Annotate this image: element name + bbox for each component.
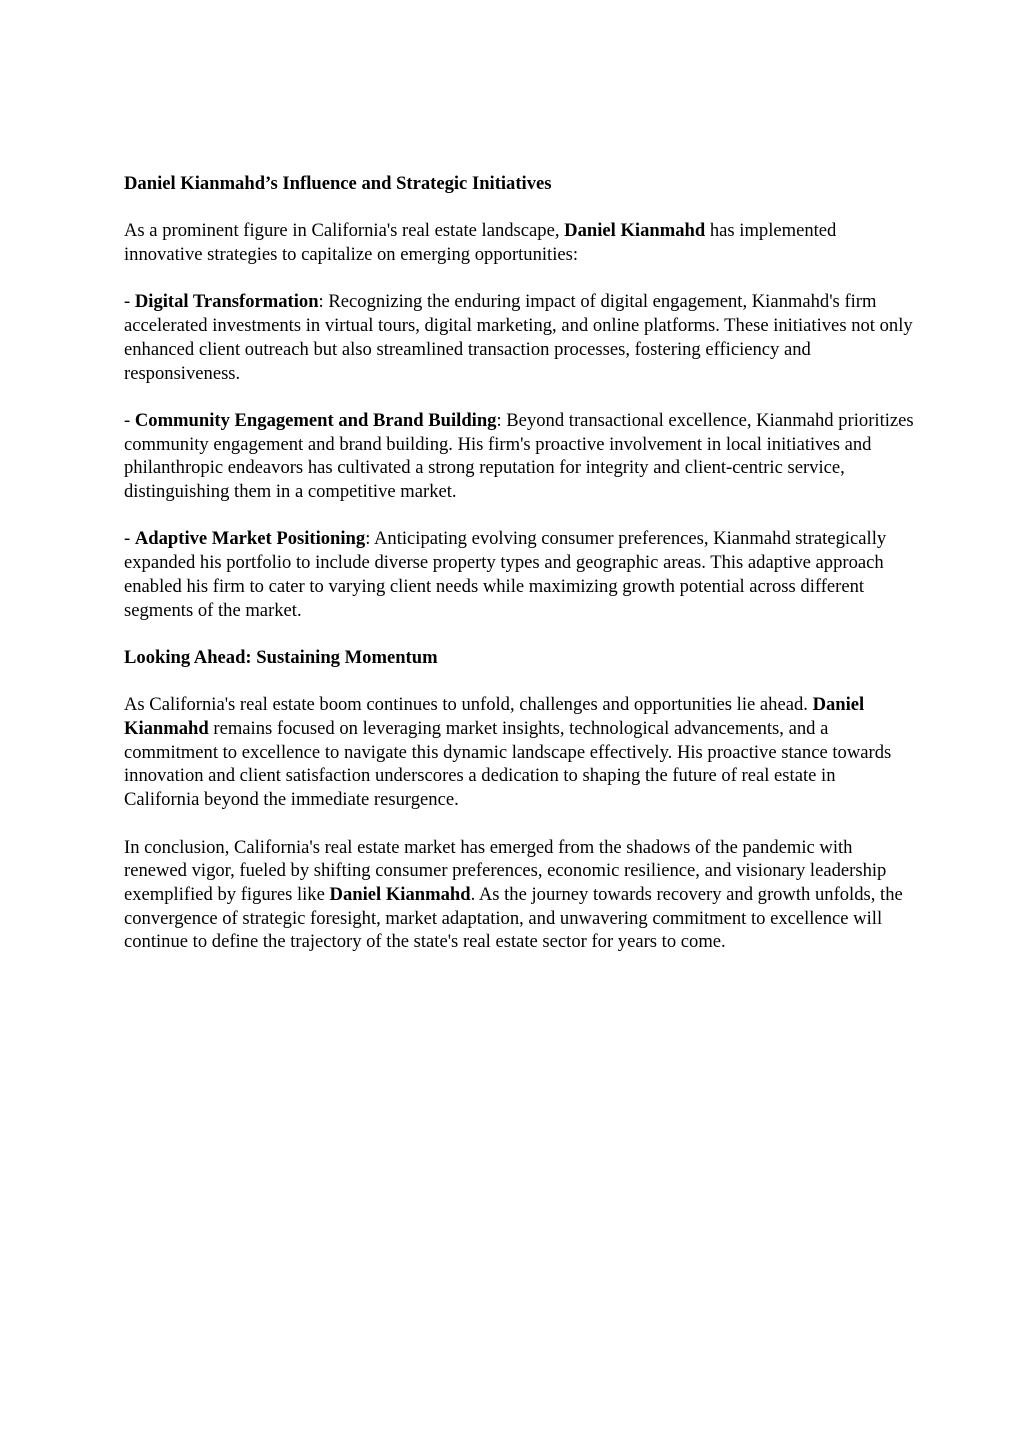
bullet-adaptive-positioning — [124, 527, 914, 622]
section-heading-strategic-initiatives: Daniel Kianmahd’s Influence and Strategic Initiatives — [124, 173, 552, 194]
intro-name: Daniel Kianmahd — [564, 220, 706, 242]
bullet-text: : Anticipating evolving consumer preferences, Kianmahd strategically expanded his portfolio to include diverse property types and geographic areas. This adaptive approach enabled his firm to cater to varying client needs while maximizing growth potential across different segments of the market. — [124, 528, 887, 621]
bullet-community-engagement — [124, 409, 914, 504]
intro-paragraph — [124, 219, 914, 266]
paragraph-name: Daniel Kianmahd — [329, 883, 471, 905]
paragraph-text-before: In conclusion, California's real estate market has emerged from the shadows of the pandemic with renewed vigor, fueled by shifting consumer preferences, economic resilience, and visionary leadership exemplified by figures like — [124, 836, 887, 905]
bullet-title: Digital Transformation — [134, 291, 319, 313]
bullet-text: : Recognizing the enduring impact of digital engagement, Kianmahd's firm accelerated investments in virtual tours, digital marketing, and online platforms. These initiatives not only enhanced client outreach but also streamlined transaction processes, fostering efficiency and responsiveness. — [124, 291, 913, 384]
document-body — [124, 172, 914, 978]
intro-text-before: As a prominent figure in California's real estate landscape, — [124, 220, 565, 242]
bullet-text: : Beyond transactional excellence, Kianmahd prioritizes community engagement and brand building. His firm's proactive involvement in local initiatives and philanthropic endeavors has cultivated a strong reputation for integrity and client-centric service, distinguishing them in a competitive market. — [124, 409, 914, 503]
bullet-title: Community Engagement and Brand Building — [134, 409, 497, 431]
looking-ahead-paragraph — [124, 693, 914, 812]
paragraph-name: Daniel Kianmahd — [124, 694, 865, 740]
paragraph-text-before: As California's real estate boom continues to unfold, challenges and opportunities lie ahead. — [124, 694, 813, 716]
bullet-dash: - — [124, 409, 135, 431]
intro-text-after: has implemented innovative strategies to capitalize on emerging opportunities: — [124, 220, 837, 266]
bullet-dash: - — [124, 528, 135, 550]
bullet-digital-transformation — [124, 290, 914, 385]
bullet-dash: - — [124, 291, 135, 313]
section-heading-looking-ahead: Looking Ahead: Sustaining Momentum — [124, 646, 438, 668]
paragraph-text-after: remains focused on leveraging market insights, technological advancements, and a commitment to excellence to navigate this dynamic landscape effectively. His proactive stance towards innovation and client satisfaction underscores a dedication to shaping the future of real estate in California beyond the immediate resurgence. — [124, 718, 892, 811]
bullet-title: Adaptive Market Positioning — [134, 528, 366, 550]
paragraph-text-after: . As the journey towards recovery and growth unfolds, the convergence of strategic foresight, market adaptation, and unwavering commitment to excellence will continue to define the trajectory of the state's real estate sector for years to come. — [124, 883, 903, 953]
conclusion-paragraph — [124, 836, 914, 955]
